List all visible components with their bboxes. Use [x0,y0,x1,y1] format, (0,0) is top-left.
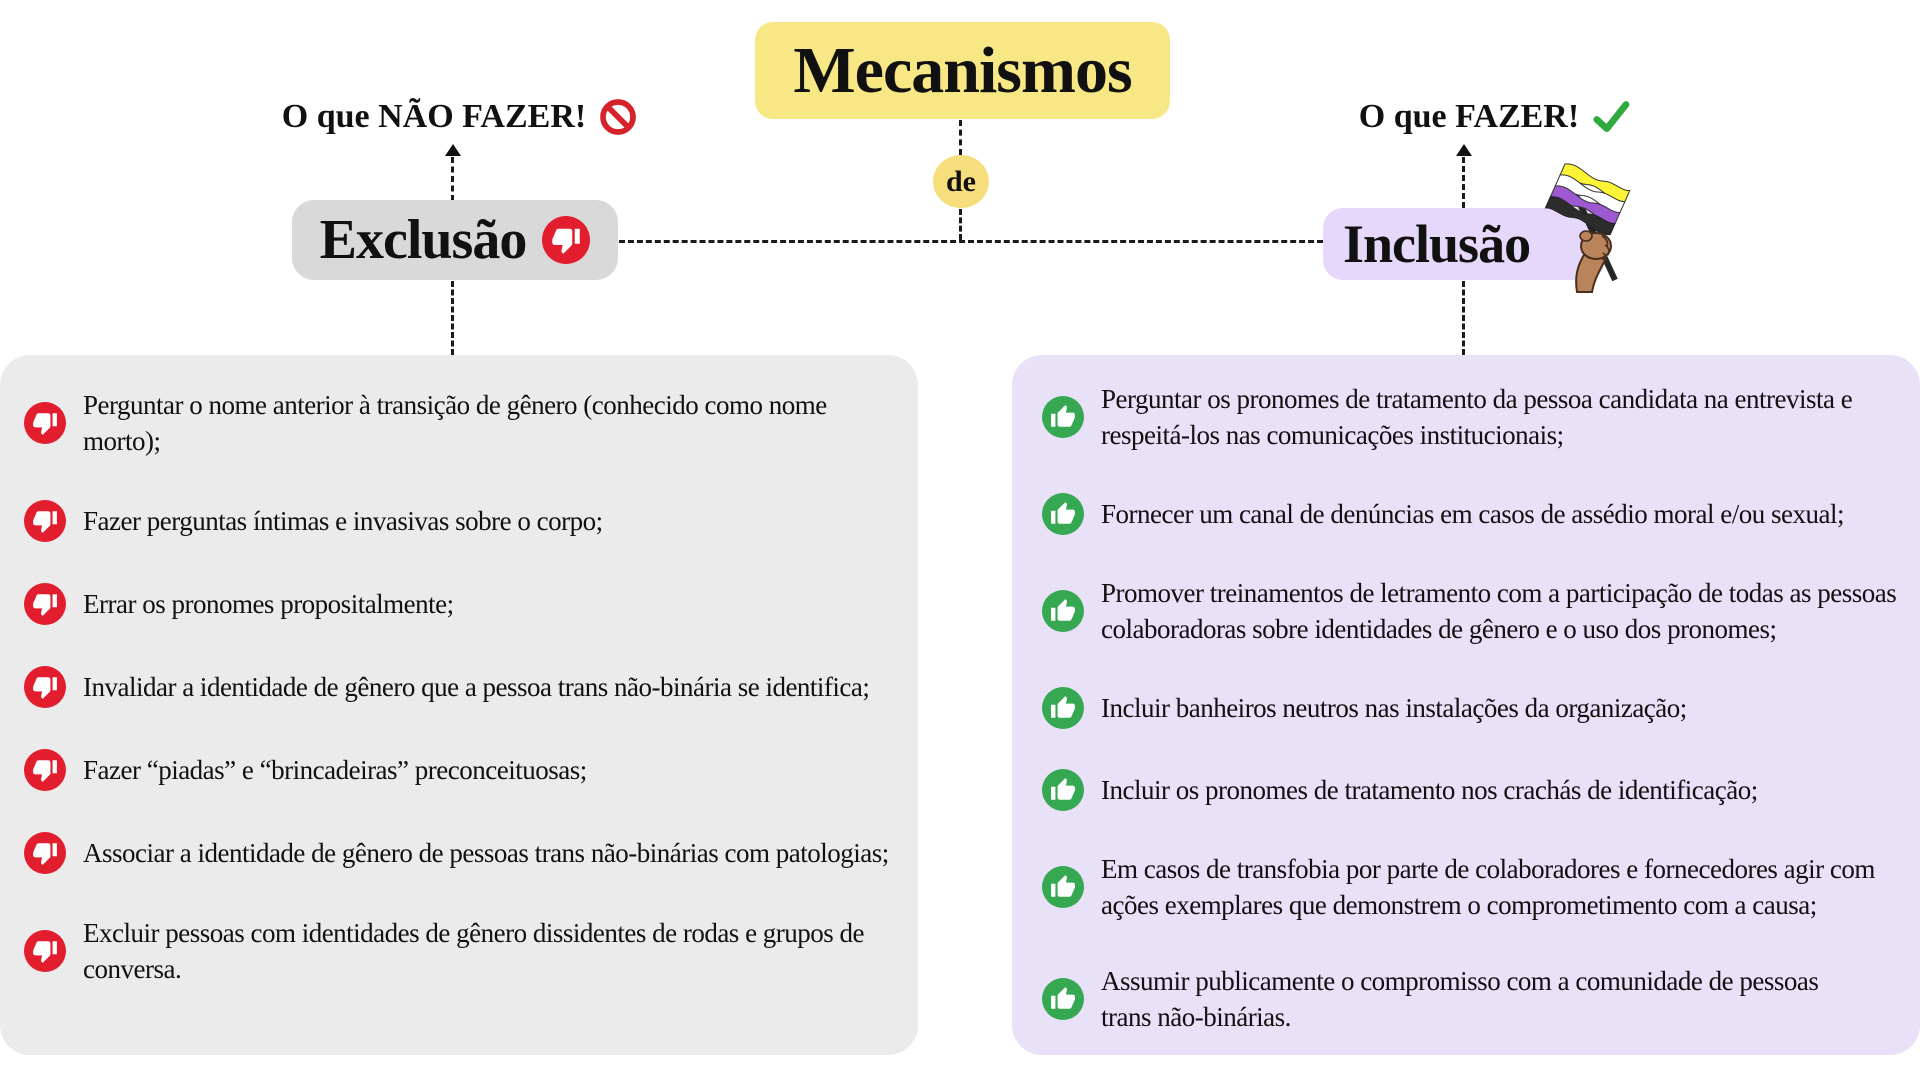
no-entry-icon [598,97,638,137]
list-item [1042,851,1902,923]
thumbs-up-icon [1042,396,1084,438]
list-item [1042,381,1902,453]
list-item [24,583,898,625]
list-item-text: Em casos de transfobia por parte de colaboradores e fornecedores agir com ações exemplares que demonstrem o comprometimento com a causa; [1101,854,1875,920]
thumbs-up-icon [1042,493,1084,535]
list-item [1042,493,1902,535]
thumbs-up-icon [1042,866,1084,908]
list-item-text: Fazer “piadas” e “brincadeiras” preconceituosas; [83,755,587,785]
list-item-text: Assumir publicamente o compromisso com a comunidade de pessoas trans não-binárias. [1101,966,1819,1032]
left-header [230,94,690,140]
list-item-text: Associar a identidade de gênero de pessoas trans não-binárias com patologias; [83,838,889,868]
thumbs-down-icon [24,930,66,972]
nonbinary-flag-icon [1539,160,1643,296]
list-item [1042,963,1902,1035]
list-item [24,387,898,459]
connector-line [619,240,1323,243]
connector-line [1462,281,1465,355]
list-item-text: Perguntar o nome anterior à transição de gênero (conhecido como nome morto); [83,390,827,456]
thumbs-down-icon [24,666,66,708]
left-header-label: O que NÃO FAZER! [281,98,587,135]
connector-line [959,120,962,155]
thumbs-down-icon [24,749,66,791]
exclusion-pill [292,200,618,280]
check-icon [1591,97,1631,137]
list-item-text: Perguntar os pronomes de tratamento da pessoa candidata na entrevista e respeitá-los nas comunicações institucionais; [1101,384,1853,450]
list-item [1042,769,1902,811]
connector-label: de [933,155,989,208]
thumbs-up-icon [1042,687,1084,729]
connector-line [959,209,962,240]
connector-line [451,281,454,355]
list-item-text: Promover treinamentos de letramento com a participação de todas as pessoas colaboradoras sobre identidades de gênero e o uso dos pronomes; [1101,578,1897,644]
thumbs-down-icon [24,500,66,542]
title-box [755,22,1170,119]
list-item-text: Incluir os pronomes de tratamento nos crachás de identificação; [1101,775,1758,805]
thumbs-down-icon [24,402,66,444]
thumbs-up-icon [1042,769,1084,811]
thumbs-up-icon [1042,978,1084,1020]
list-item [24,832,898,874]
list-item [24,500,898,542]
thumbs-down-icon [542,216,590,264]
inclusion-panel [1012,355,1920,1055]
thumbs-up-icon [1042,590,1084,632]
exclusion-panel [0,355,918,1055]
exclusion-label: Exclusão [319,209,527,271]
right-header-label: O que FAZER! [1358,98,1580,135]
list-item [24,749,898,791]
list-item [24,915,898,987]
page-title: Mecanismos [793,33,1132,107]
connector-line [1462,157,1465,208]
arrow-up-icon [1456,144,1472,156]
arrow-up-icon [445,144,461,156]
list-item-text: Excluir pessoas com identidades de gênero dissidentes de rodas e grupos de conversa. [83,918,865,984]
list-item [24,666,898,708]
list-item-text: Fazer perguntas íntimas e invasivas sobre o corpo; [83,506,603,536]
list-item-text: Errar os pronomes propositalmente; [83,589,454,619]
list-item-text: Invalidar a identidade de gênero que a pessoa trans não-binária se identifica; [83,672,870,702]
inclusion-label: Inclusão [1343,214,1531,274]
right-header [1270,94,1720,140]
list-item [1042,687,1902,729]
list-item-text: Fornecer um canal de denúncias em casos de assédio moral e/ou sexual; [1101,499,1844,529]
connector-line [451,157,454,201]
thumbs-down-icon [24,583,66,625]
list-item [1042,575,1902,647]
inclusion-pill [1323,208,1605,280]
thumbs-down-icon [24,832,66,874]
list-item-text: Incluir banheiros neutros nas instalações da organização; [1101,693,1687,723]
